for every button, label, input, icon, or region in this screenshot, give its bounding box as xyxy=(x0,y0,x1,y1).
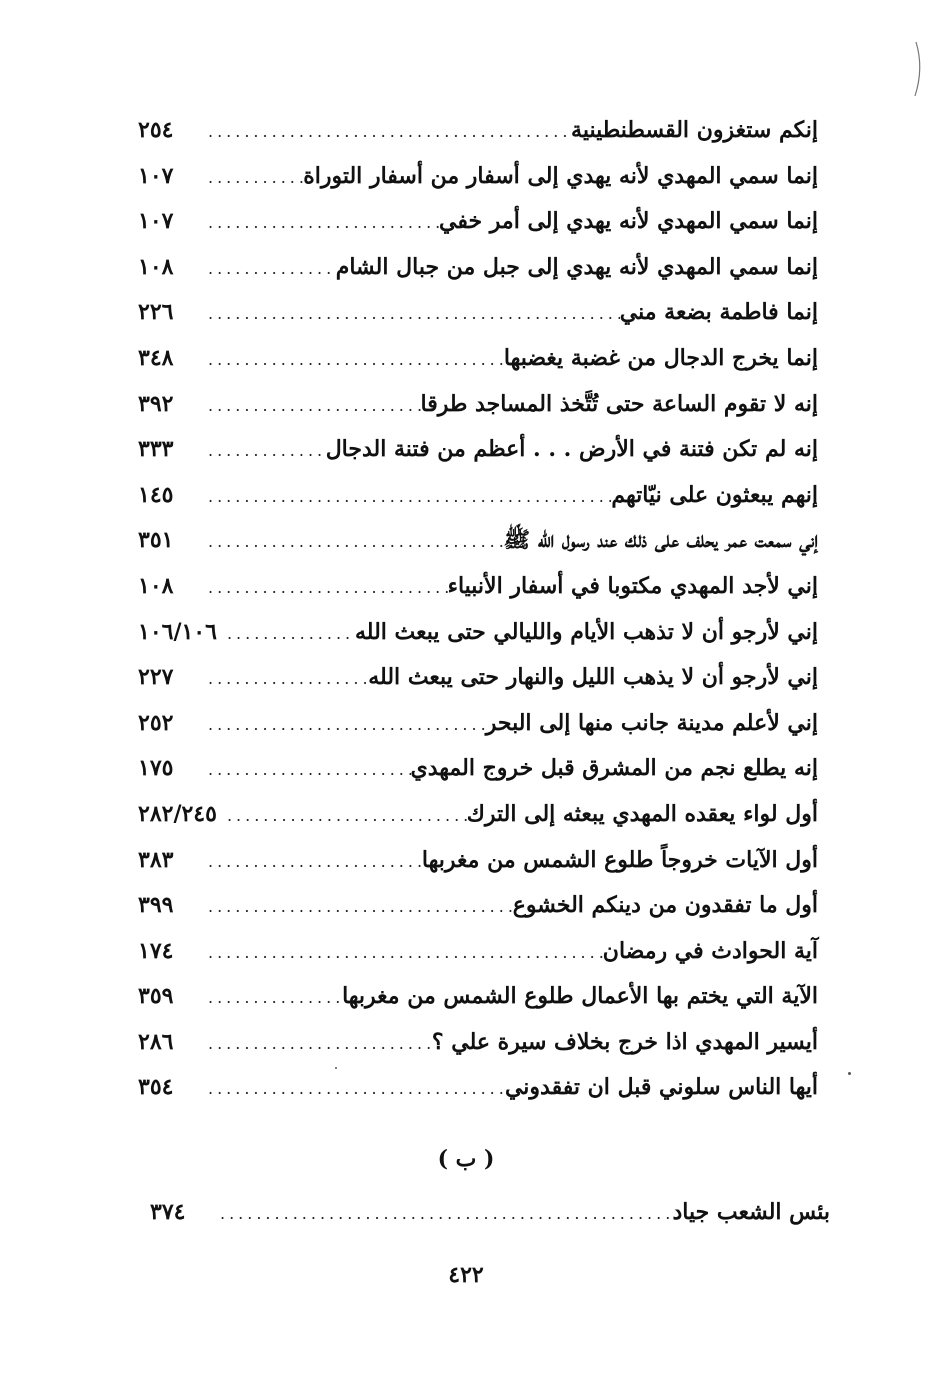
index-entry xyxy=(138,245,818,291)
entry-text: إنما فاطمة بضعة مني xyxy=(619,299,818,326)
entry-page-number: ٢٥٢ xyxy=(138,709,174,736)
entry-text: إني لأرجو أن لا يذهب الليل والنهار حتى يبعث الله xyxy=(368,664,818,691)
index-entry xyxy=(138,1065,818,1111)
entry-text: بئس الشعب جياد xyxy=(672,1199,830,1225)
entry-text: إنهم يبعثون على نيّاتهم xyxy=(611,481,818,508)
dot-leader xyxy=(198,1066,505,1112)
index-entry xyxy=(138,564,818,610)
entry-page-number: ٣٨٣ xyxy=(138,846,174,873)
index-entry xyxy=(138,701,818,747)
dot-leader xyxy=(217,793,467,839)
entry-text: آية الحوادث في رمضان xyxy=(602,937,818,964)
index-entry xyxy=(138,518,818,564)
dot-leader xyxy=(198,747,411,793)
dot-leader xyxy=(198,291,620,337)
dot-leader xyxy=(198,975,342,1021)
entry-text: إني لأعلم مدينة جانب منها إلى البحر xyxy=(485,709,818,736)
entry-page-number: ٣٥٩ xyxy=(138,983,174,1010)
entry-page-number: ٣٣٣ xyxy=(138,436,174,463)
entry-page-number: ١٠٦/١٠٦ xyxy=(138,618,217,645)
entry-page-number: ٣٥١ xyxy=(138,527,174,554)
dot-leader xyxy=(198,656,368,702)
dot-leader xyxy=(198,1021,432,1067)
entry-text: أيها الناس سلوني قبل ان تفقدوني xyxy=(504,1074,818,1101)
index-entry xyxy=(138,108,818,154)
dot-leader xyxy=(198,839,422,885)
index-entry xyxy=(138,427,818,473)
dot-leader xyxy=(198,702,486,748)
entry-text: إني لأجد المهدي مكتوبا في أسفار الأنبياء xyxy=(447,572,818,599)
entry-page-number: ٢٢٦ xyxy=(138,299,174,326)
entry-page-number: ٢٢٧ xyxy=(138,664,174,691)
entry-text: أيسير المهدي اذا خرج بخلاف سيرة علي ؟ xyxy=(431,1028,818,1055)
entry-text: إنه لم تكن فتنة في الأرض . . . أعظم من فتنة الدجال xyxy=(325,436,818,463)
dot-leader xyxy=(217,611,355,657)
dot-leader xyxy=(198,428,326,474)
index-entry xyxy=(138,154,818,200)
entry-text: أول الآيات خروجاً طلوع الشمس من مغربها xyxy=(421,846,818,873)
entry-page-number: ١٧٤ xyxy=(138,937,174,964)
dot-leader xyxy=(198,565,448,611)
entry-page-number: ٢٥٤ xyxy=(138,117,174,143)
index-entry xyxy=(138,929,818,975)
entry-page-number: ١٧٥ xyxy=(138,755,174,782)
entry-page-number: ٣٥٤ xyxy=(138,1074,174,1101)
index-entry xyxy=(138,883,818,929)
entry-text: إنما يخرج الدجال من غضبة يغضبها xyxy=(503,344,818,371)
entry-page-number: ٣٤٨ xyxy=(138,344,174,371)
entry-text: إنه يطلع نجم من المشرق قبل خروج المهدي xyxy=(410,755,818,782)
dot-leader xyxy=(198,246,336,292)
entry-page-number: ٣٩٩ xyxy=(138,892,174,919)
entry-text: الآية التي يختم بها الأعمال طلوع الشمس من مغربها xyxy=(342,983,818,1010)
entry-text: إنكم ستغزون القسطنطينية xyxy=(571,117,818,143)
entry-text: إنما سمي المهدي لأنه يهدي إلى أمر خفي xyxy=(439,208,818,235)
index-entry xyxy=(138,838,818,884)
entry-page-number: ٢٨٢/٢٤٥ xyxy=(138,800,217,827)
index-entry xyxy=(138,336,818,382)
entry-page-number: ١٠٨ xyxy=(138,253,174,280)
index-entry xyxy=(138,655,818,701)
index-entry xyxy=(138,792,818,838)
index-entry xyxy=(138,199,818,245)
entry-page-number: ١٠٨ xyxy=(138,572,174,599)
entry-page-number: ٣٧٤ xyxy=(150,1199,186,1225)
index-list-ba xyxy=(150,1190,830,1236)
dot-leader xyxy=(198,930,603,976)
entry-text: إنما سمي المهدي لأنه يهدي إلى أسفار من أسفار التوراة xyxy=(303,162,818,189)
dot-leader xyxy=(198,884,513,930)
index-entry xyxy=(138,610,818,656)
page-folio-number: ٤٢٢ xyxy=(448,1262,484,1288)
entry-text: إني سمعت عمر يحلف على ذلك عند رسول الله ﷺ xyxy=(503,527,818,554)
index-entry xyxy=(138,1020,818,1066)
index-entry xyxy=(150,1190,830,1236)
index-entry xyxy=(138,290,818,336)
entry-page-number: ١٠٧ xyxy=(138,162,174,189)
dot-leader xyxy=(198,383,421,429)
entry-text: إنما سمي المهدي لأنه يهدي إلى جبل من جبال الشام xyxy=(335,253,818,280)
entry-text: إنه لا تقوم الساعة حتى تُتَّخذ المساجد طرقا xyxy=(420,390,818,417)
entry-text: إني لأرجو أن لا تذهب الأيام والليالي حتى يبعث الله xyxy=(355,618,818,645)
entry-page-number: ١٠٧ xyxy=(138,208,174,235)
entry-text: أول ما تفقدون من دينكم الخشوع xyxy=(512,892,818,919)
index-entry xyxy=(138,746,818,792)
ink-speck xyxy=(848,1072,851,1075)
index-entry xyxy=(138,473,818,519)
index-entry xyxy=(138,382,818,428)
section-heading-ba: ( ب ) xyxy=(437,1146,495,1172)
dot-leader xyxy=(198,109,571,155)
entry-page-number: ٢٨٦ xyxy=(138,1028,174,1055)
dot-leader xyxy=(198,155,303,201)
dot-leader xyxy=(198,474,611,520)
dot-leader xyxy=(198,200,439,246)
entry-text: أول لواء يعقده المهدي يبعثه إلى الترك xyxy=(466,800,818,827)
entry-page-number: ١٤٥ xyxy=(138,481,174,508)
dot-leader xyxy=(198,519,504,565)
dot-leader xyxy=(210,1191,672,1237)
entry-page-number: ٣٩٢ xyxy=(138,390,174,417)
page-edge-curve xyxy=(912,40,926,98)
index-list-alif xyxy=(138,108,818,1111)
index-entry xyxy=(138,974,818,1020)
ink-speck xyxy=(335,1067,337,1069)
dot-leader xyxy=(198,337,504,383)
